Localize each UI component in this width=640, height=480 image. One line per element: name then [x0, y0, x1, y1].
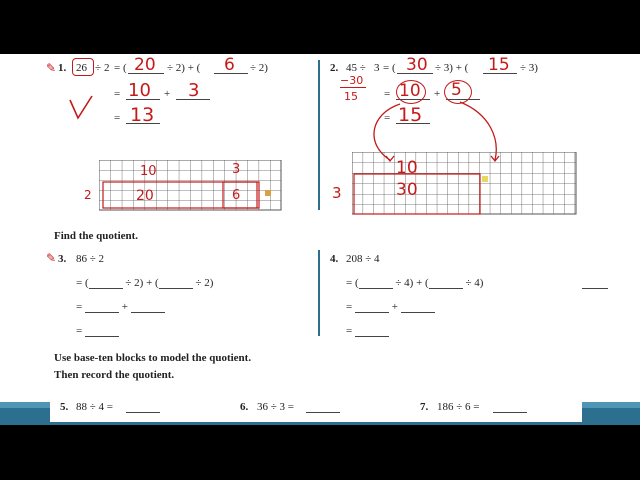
grid-label: 20 — [136, 188, 154, 204]
worksheet-page — [0, 54, 640, 425]
problem-7-number: 7. — [420, 401, 429, 413]
column-divider — [318, 60, 320, 210]
base-ten-grid-1 — [99, 160, 283, 212]
problem-1-circle — [72, 58, 94, 76]
plus-sign: + — [434, 88, 441, 100]
answer-blank[interactable] — [355, 326, 389, 337]
problem-1-eq: = ( — [114, 62, 127, 74]
section-heading: Find the quotient. — [54, 230, 139, 242]
hw-answer: 30 — [406, 55, 428, 75]
grid-label: 3 — [332, 184, 342, 202]
answer-blank[interactable] — [355, 302, 389, 313]
checkmark-icon — [68, 94, 96, 120]
answer-blank[interactable] — [89, 278, 123, 289]
problem-6-number: 6. — [240, 401, 249, 413]
problem-2-number: 2. — [330, 62, 339, 74]
equals-sign: = — [114, 88, 121, 100]
hw-answer: 15 — [488, 55, 510, 75]
problem-7-expr: 186 ÷ 6 = — [437, 401, 480, 413]
problem-4-line2: = + — [346, 301, 435, 313]
answer-blank[interactable] — [131, 302, 165, 313]
grid-label: 10 — [396, 158, 418, 178]
problem-1-number: 1. — [58, 62, 67, 74]
equals-sign: = — [384, 112, 391, 124]
problem-2-part2: ÷ 3) — [520, 62, 538, 74]
hw-answer: 10 — [128, 80, 151, 101]
problem-3-number: 3. — [58, 253, 67, 265]
answer-blank[interactable] — [401, 302, 435, 313]
problem-2-divisor: 3 — [374, 62, 380, 74]
hw-work: 15 — [344, 90, 358, 103]
section-heading: Use base-ten blocks to model the quotient. — [54, 352, 252, 364]
equals-sign: = — [114, 112, 121, 124]
problem-6-expr: 36 ÷ 3 = — [257, 401, 294, 413]
pencil-icon: ✎ — [46, 251, 57, 265]
problem-4-number: 4. — [330, 253, 339, 265]
grid-label: 6 — [232, 188, 241, 203]
problem-3-line1: = ( ÷ 2) + ( ÷ 2) — [76, 277, 214, 289]
plus-sign: + — [164, 88, 171, 100]
problem-5-expr: 88 ÷ 4 = — [76, 401, 113, 413]
hw-answer: 13 — [130, 104, 155, 126]
problem-4-expr: 208 ÷ 4 — [346, 253, 380, 265]
problem-2-part1: ÷ 3) + ( — [435, 62, 469, 74]
answer-blank[interactable] — [493, 412, 527, 413]
bottom-problems-strip — [50, 395, 582, 422]
pencil-icon: ✎ — [46, 61, 57, 75]
problem-3-line2: = + — [76, 301, 165, 313]
hw-answer: 3 — [188, 80, 200, 101]
hw-answer: 5 — [451, 80, 462, 100]
problem-1-part2: ÷ 2) — [250, 62, 268, 74]
answer-blank[interactable] — [85, 326, 119, 337]
margin-blank[interactable] — [582, 288, 608, 289]
answer-blank[interactable] — [159, 278, 193, 289]
problem-1-part1: ÷ 2) + ( — [167, 62, 201, 74]
answer-blank[interactable] — [85, 302, 119, 313]
hw-answer: 10 — [399, 81, 421, 101]
base-ten-grid-2 — [352, 152, 578, 216]
problem-2-expr: 45 ÷ — [346, 62, 366, 74]
column-divider-lower — [318, 250, 320, 336]
grid-label: 10 — [140, 164, 157, 179]
problem-5-number: 5. — [60, 401, 69, 413]
section-heading: Then record the quotient. — [54, 369, 175, 381]
answer-blank[interactable] — [126, 412, 160, 413]
equals-sign: = — [384, 88, 391, 100]
problem-1-dividend: 26 — [76, 62, 87, 74]
hw-answer: 15 — [398, 104, 423, 126]
problem-1-div-sign: ÷ — [95, 62, 102, 74]
problem-4-line3: = — [346, 325, 389, 337]
answer-blank[interactable] — [359, 278, 393, 289]
problem-4-line1: = ( ÷ 4) + ( ÷ 4) — [346, 277, 484, 289]
answer-blank[interactable] — [306, 412, 340, 413]
answer-blank[interactable] — [429, 278, 463, 289]
hw-work: −30 — [340, 74, 364, 87]
hw-answer: 6 — [224, 55, 235, 75]
problem-1-divisor: 2 — [104, 62, 110, 74]
grid-label: 30 — [396, 180, 418, 200]
problem-3-expr: 86 ÷ 2 — [76, 253, 105, 265]
problem-3-line3: = — [76, 325, 119, 337]
grid-label: 3 — [232, 162, 241, 177]
grid-label: 2 — [84, 188, 92, 202]
hw-answer: 20 — [134, 55, 156, 75]
problem-2-eq: = ( — [383, 62, 396, 74]
